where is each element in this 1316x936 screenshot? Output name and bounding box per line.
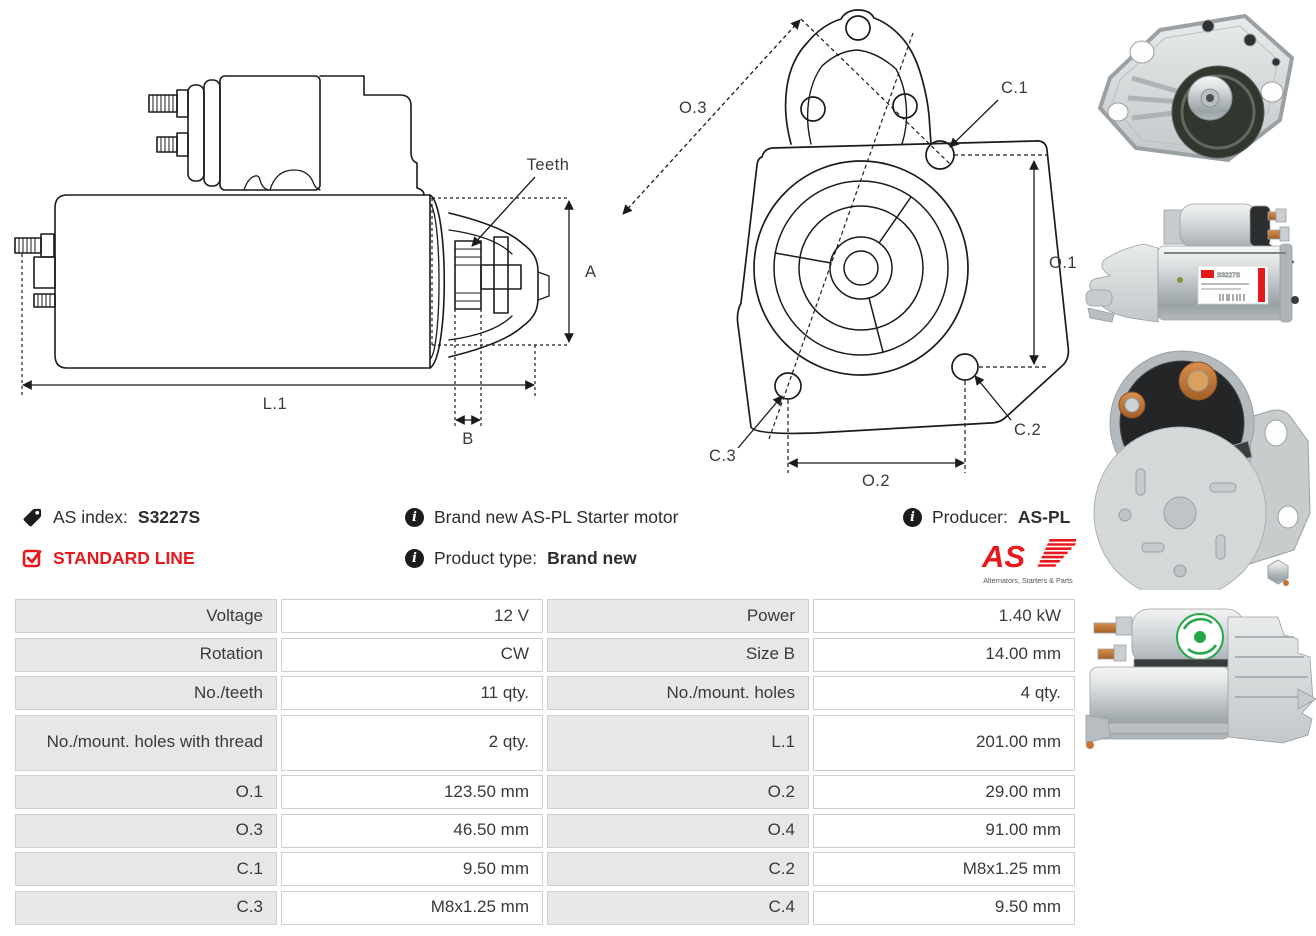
side-view-technical-drawing — [8, 58, 603, 453]
product-type-value: Brand new — [547, 548, 637, 568]
spec-value: 14.00 mm — [813, 638, 1075, 672]
spec-label: No./teeth — [15, 676, 277, 710]
as-pl-logo — [980, 534, 1076, 588]
spec-value: CW — [281, 638, 543, 672]
spec-value: 12 V — [281, 599, 543, 633]
spec-value: 123.50 mm — [281, 775, 543, 809]
spec-label: L.1 — [547, 715, 809, 771]
photo-label-sku: S3227S — [1217, 272, 1241, 279]
spec-table — [15, 599, 1075, 925]
dim-a-label: A — [585, 263, 597, 281]
hole-c1 — [926, 141, 954, 169]
spec-value: M8x1.25 mm — [813, 852, 1075, 886]
dim-o2-label: O.2 — [861, 472, 891, 490]
dim-b-label: B — [462, 430, 474, 448]
as-index-row — [22, 507, 200, 528]
dim-c3-label: C.3 — [709, 447, 737, 465]
spec-value: M8x1.25 mm — [281, 891, 543, 925]
c3-leader-line — [738, 396, 782, 448]
spec-label: O.4 — [547, 814, 809, 848]
c2-leader-line — [975, 376, 1011, 420]
spec-value: 29.00 mm — [813, 775, 1075, 809]
dim-c2-label: C.2 — [1014, 421, 1042, 439]
as-index-value: S3227S — [137, 507, 201, 527]
dim-o3-label: O.3 — [678, 99, 708, 117]
as-pl-logo-tagline: Alternators, Starters & Parts — [983, 576, 1073, 585]
product-photo-front-view — [1080, 0, 1316, 190]
as-pl-logo-stripes — [1037, 539, 1076, 567]
info-icon: i — [903, 508, 922, 527]
spec-value: 1.40 kW — [813, 599, 1075, 633]
spec-value: 9.50 mm — [281, 852, 543, 886]
housing-outer-circle — [754, 161, 968, 375]
spec-label: C.4 — [547, 891, 809, 925]
product-description: Brand new AS-PL Starter motor — [434, 507, 679, 527]
product-photo-side-view — [1080, 190, 1316, 340]
product-photo-rear-view — [1080, 345, 1316, 590]
spec-label: C.1 — [15, 852, 277, 886]
spec-label: C.2 — [547, 852, 809, 886]
spec-label: Power — [547, 599, 809, 633]
product-photo-side-view-2 — [1080, 595, 1316, 755]
spec-value: 2 qty. — [281, 715, 543, 771]
spec-label: O.3 — [15, 814, 277, 848]
product-type-row — [405, 548, 637, 569]
teeth-leader-line — [472, 177, 535, 246]
checked-checkbox-icon — [22, 548, 43, 569]
tag-icon — [22, 507, 43, 528]
spec-value: 91.00 mm — [813, 814, 1075, 848]
standard-line-row — [22, 548, 195, 569]
producer-row — [903, 507, 1070, 528]
product-type-label: Product type: — [434, 548, 538, 568]
spec-label: Size B — [547, 638, 809, 672]
producer-value: AS-PL — [1017, 507, 1071, 527]
spec-value: 46.50 mm — [281, 814, 543, 848]
spec-value: 201.00 mm — [813, 715, 1075, 771]
spec-label: Rotation — [15, 638, 277, 672]
spec-label: O.2 — [547, 775, 809, 809]
spec-label: Voltage — [15, 599, 277, 633]
spec-value: 11 qty. — [281, 676, 543, 710]
as-index-label: AS index: — [53, 507, 128, 527]
description-row — [405, 507, 678, 528]
spec-value: 9.50 mm — [813, 891, 1075, 925]
dim-l1-label: L.1 — [262, 395, 288, 413]
dim-c1-label: C.1 — [1001, 79, 1029, 97]
teeth-label: Teeth — [526, 156, 570, 174]
pinion-gear — [455, 241, 481, 309]
motor-body-outline — [55, 195, 430, 368]
info-icon: i — [405, 508, 424, 527]
info-icon: i — [405, 549, 424, 568]
standard-line-badge: STANDARD LINE — [53, 548, 195, 568]
dimension-o3-line — [623, 20, 800, 214]
dim-o1-label: O.1 — [1049, 254, 1078, 272]
c1-leader-line — [950, 100, 998, 147]
as-pl-logo-text: AS — [982, 539, 1026, 574]
spec-value: 4 qty. — [813, 676, 1075, 710]
producer-label: Producer: — [932, 507, 1008, 527]
front-view-technical-drawing — [605, 3, 1090, 495]
spec-label: O.1 — [15, 775, 277, 809]
spec-label: No./mount. holes — [547, 676, 809, 710]
spec-label: C.3 — [15, 891, 277, 925]
hole-c2 — [952, 354, 978, 380]
spec-label: No./mount. holes with thread — [15, 715, 277, 771]
